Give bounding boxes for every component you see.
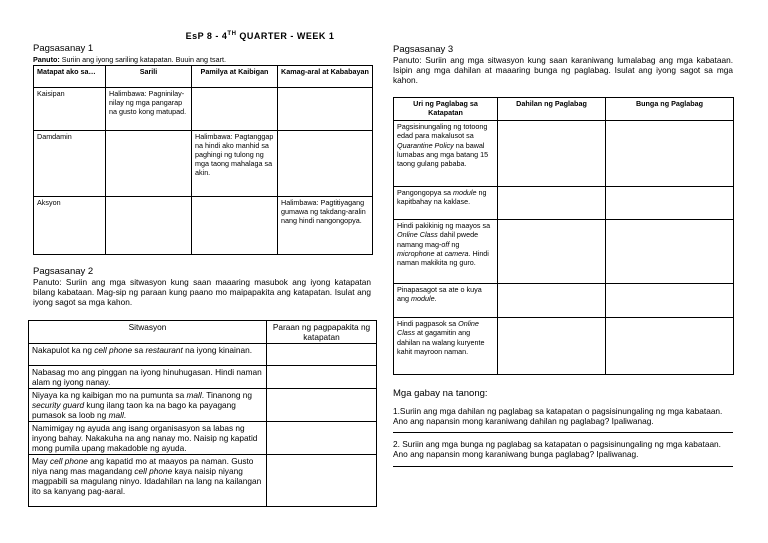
pagsasanay-3-heading: Pagsasanay 3 xyxy=(393,44,454,55)
row-label-damdamin: Damdamin xyxy=(34,131,106,197)
table-row xyxy=(394,187,734,220)
table-row xyxy=(394,220,734,284)
answer-cell[interactable] xyxy=(606,220,734,284)
col-header-bunga: Bunga ng Paglabag xyxy=(606,98,734,121)
table-row xyxy=(29,389,377,422)
col-header-dahilan: Dahilan ng Paglabag xyxy=(498,98,606,121)
violation-cell: Pinapasagot sa ate o kuya ang module. xyxy=(394,284,498,318)
pagsasanay-2-table xyxy=(28,320,377,507)
answer-cell[interactable] xyxy=(267,389,377,422)
table-row xyxy=(29,366,377,389)
answer-cell[interactable] xyxy=(192,88,278,131)
pagsasanay-2-instructions: Panuto: Suriin ang mga sitwasyon kung saan maaaring masubok ang iyong katapatan bilang kabataan. Mag-sip ng paraan kung paano mo maipapakita ang katapatan. Isulat ang iyong sagot sa mga kahon. xyxy=(33,277,371,307)
answer-line[interactable] xyxy=(393,432,733,433)
answer-cell[interactable] xyxy=(278,88,373,131)
answer-line[interactable] xyxy=(393,466,733,467)
answer-cell[interactable] xyxy=(498,284,606,318)
answer-cell[interactable] xyxy=(267,366,377,389)
col-header-pamilya: Pamilya at Kaibigan xyxy=(192,66,278,88)
table-row xyxy=(29,422,377,455)
table-row xyxy=(29,455,377,507)
violation-cell: Hindi pagpasok sa Online Class at gagamitin ang dahilan na walang kuryente kahit mayroon naman. xyxy=(394,318,498,375)
table-row xyxy=(34,88,373,131)
situation-cell: Namimigay ng ayuda ang isang organisasyon sa labas ng inyong bahay. Nakakuha na ang nanay mo. Naisip ng kapatid mong pumila upang makadoble ng ayuda. xyxy=(29,422,267,455)
col-header-sarili: Sarili xyxy=(106,66,192,88)
answer-cell[interactable] xyxy=(498,121,606,187)
answer-cell[interactable] xyxy=(106,131,192,197)
situation-cell: Nabasag mo ang pinggan na iyong hinuhugasan. Hindi naman alam ng iyong nanay. xyxy=(29,366,267,389)
table-row xyxy=(394,284,734,318)
document-title: EsP 8 - 4TH QUARTER - WEEK 1 xyxy=(185,31,335,41)
answer-cell[interactable] xyxy=(606,187,734,220)
answer-cell[interactable] xyxy=(267,422,377,455)
answer-cell[interactable] xyxy=(498,187,606,220)
table-row xyxy=(29,344,377,366)
pagsasanay-1-instructions: Panuto: Suriin ang iyong sariling katapatan. Buuin ang tsart. xyxy=(33,55,226,64)
table-row xyxy=(34,131,373,197)
example-cell: Halimbawa: Pagtitiyagang gumawa ng takdang-aralin nang hindi nangongopya. xyxy=(278,197,373,255)
pagsasanay-3-instructions: Panuto: Suriin ang mga sitwasyon kung saan karaniwang lumalabag ang mga kabataan. Isipin ang mga dahilan at maaaring bunga ng paglabag. Isulat ang iyong sagot sa mga kahon. xyxy=(393,55,733,85)
answer-cell[interactable] xyxy=(498,318,606,375)
col-header-paraan: Paraan ng pagpapakita ng katapatan xyxy=(267,321,377,344)
situation-cell: Niyaya ka ng kaibigan mo na pumunta sa mall. Tinanong ng security guard kung ilang taon ka na bago ka payagang pumasok sa loob ng mall. xyxy=(29,389,267,422)
violation-cell: Pagsisinungaling ng totoong edad para makalusot sa Quarantine Policy na bawal lumabas ang mga batang 15 taong gulang pababa. xyxy=(394,121,498,187)
answer-cell[interactable] xyxy=(498,220,606,284)
answer-cell[interactable] xyxy=(606,121,734,187)
answer-cell[interactable] xyxy=(106,197,192,255)
answer-cell[interactable] xyxy=(192,197,278,255)
guide-questions-heading: Mga gabay na tanong: xyxy=(393,388,488,399)
guide-question-1: 1.Suriin ang mga dahilan ng paglabag sa katapatan o pagsisinungaling ng mga kabataan. Ano ang napansin mong karaniwang dahilan ng paglabag? Ipaliwanag. xyxy=(393,406,723,426)
pagsasanay-3-table xyxy=(393,97,734,375)
example-cell: Halimbawa: Pagninilay-nilay ng mga pangarap na gusto kong matupad. xyxy=(106,88,192,131)
answer-cell[interactable] xyxy=(606,284,734,318)
situation-cell: May cell phone ang kapatid mo at maayos pa naman. Gusto niya nang mas magandang cell phone kaya naisip niyang magpabili sa magulang ninyo. Idadahilan na lang na kailangan ito sa kanyang pag-aaral. xyxy=(29,455,267,507)
col-header-sitwasyon: Sitwasyon xyxy=(29,321,267,344)
table-row xyxy=(34,197,373,255)
pagsasanay-1-heading: Pagsasanay 1 xyxy=(33,43,94,54)
example-cell: Halimbawa: Pagtanggap na hindi ako manhid sa paghingi ng tulong ng mga taong mahalaga sa akin. xyxy=(192,131,278,197)
guide-question-2: 2. Suriin ang mga bunga ng paglabag sa katapatan o pagsisinungaling ng mga kabataan. Ano ang napansin mong karaniwang bunga paglabag? Ipaliwanag. xyxy=(393,439,721,459)
answer-cell[interactable] xyxy=(278,131,373,197)
col-header-matapat: Matapat ako sa… xyxy=(34,66,106,88)
pagsasanay-1-table xyxy=(33,65,373,255)
col-header-kamag-aral: Kamag-aral at Kababayan xyxy=(278,66,373,88)
pagsasanay-2-heading: Pagsasanay 2 xyxy=(33,266,94,277)
row-label-aksyon: Aksyon xyxy=(34,197,106,255)
situation-cell: Nakapulot ka ng cell phone sa restaurant na iyong kinainan. xyxy=(29,344,267,366)
answer-cell[interactable] xyxy=(267,455,377,507)
answer-cell[interactable] xyxy=(267,344,377,366)
row-label-kaisipan: Kaisipan xyxy=(34,88,106,131)
table-row xyxy=(394,121,734,187)
violation-cell: Pangongopya sa module ng kapitbahay na kaklase. xyxy=(394,187,498,220)
answer-cell[interactable] xyxy=(606,318,734,375)
table-row xyxy=(394,318,734,375)
violation-cell: Hindi pakikinig ng maayos sa Online Class dahil pwede namang mag-off ng microphone at camera. Hindi naman makikita ng guro. xyxy=(394,220,498,284)
col-header-uri: Uri ng Paglabag sa Katapatan xyxy=(394,98,498,121)
